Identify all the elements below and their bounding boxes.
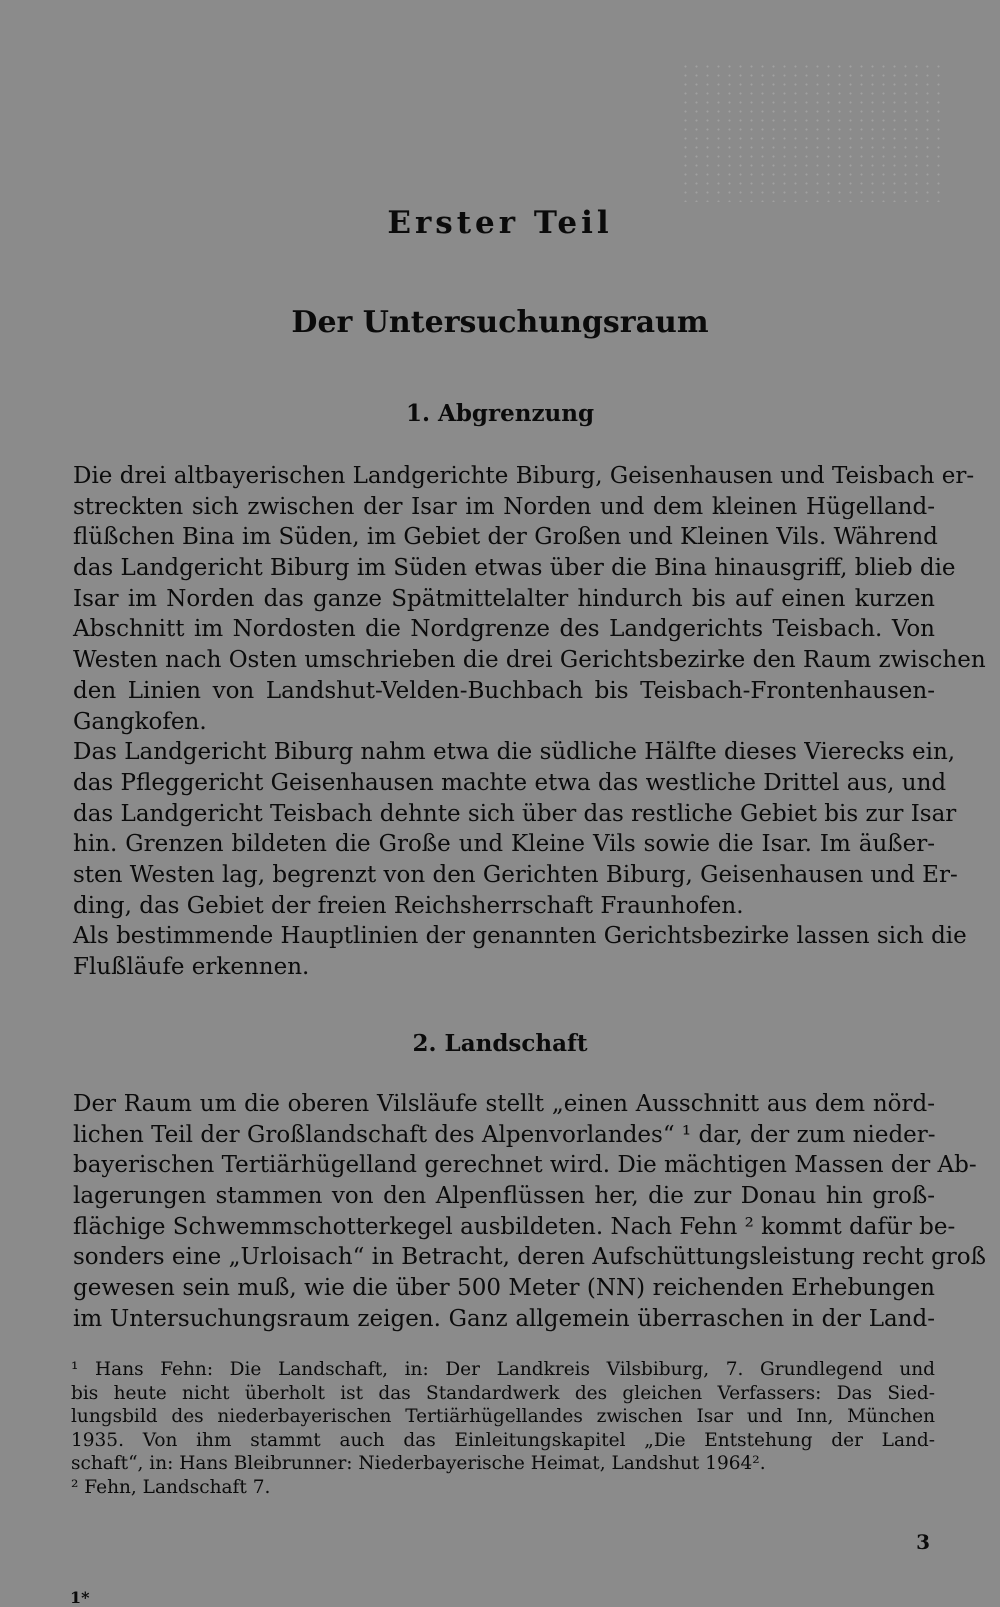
text-line: den Linien von Landshut-Velden-Buchbach bis Teisbach-Frontenhausen- (73, 677, 935, 704)
footnote-line: lungsbild des niederbayerischen Tertiärhügellandes zwischen Isar und Inn, München (71, 1406, 935, 1428)
text-line: Das Landgericht Biburg nahm etwa die südliche Hälfte dieses Vierecks ein, (73, 739, 956, 766)
text-line: flüßchen Bina im Süden, im Gebiet der Großen und Kleinen Vils. Während (73, 524, 938, 551)
text-line: bayerischen Tertiärhügelland gerechnet wird. Die mächtigen Massen der Ab- (73, 1152, 977, 1179)
text-line: gewesen sein muß, wie die über 500 Meter (NN) reichenden Erhebungen (73, 1275, 935, 1302)
text-line: sonders eine „Urloisach“ in Betracht, deren Aufschüttungsleistung recht groß (73, 1244, 987, 1271)
text-line: Abschnitt im Nordosten die Nordgrenze des Landgerichts Teisbach. Von (73, 616, 935, 643)
text-line: Flußläufe erkennen. (73, 954, 310, 980)
text-line: streckten sich zwischen der Isar im Norden und dem kleinen Hügelland- (73, 493, 935, 520)
text-line: im Untersuchungsraum zeigen. Ganz allgemein überraschen in der Land- (73, 1305, 935, 1332)
text-line: flächige Schwemmschotterkegel ausbildeten. Nach Fehn ² kommt dafür be- (73, 1213, 956, 1240)
text-line: lichen Teil der Großlandschaft des Alpenvorlandes“ ¹ dar, der zum nieder- (73, 1121, 936, 1148)
section-body-landschaft (73, 1089, 987, 1335)
text-line: ding, das Gebiet der freien Reichsherrschaft Fraunhofen. (73, 892, 744, 919)
text-line: Als bestimmende Hauptlinien der genannten Gerichtsbezirke lassen sich die (73, 923, 967, 950)
scan-noise (680, 62, 940, 202)
text-line: das Pfleggericht Geisenhausen machte etwa das westliche Drittel aus, und (73, 769, 947, 796)
section-body-abgrenzung (73, 461, 986, 983)
text-line: das Landgericht Teisbach dehnte sich über das restliche Gebiet bis zur Isar (73, 800, 957, 827)
footnote-line: ² Fehn, Landschaft 7. (71, 1476, 271, 1498)
part-title: Erster Teil (387, 205, 613, 241)
text-line: Die drei altbayerischen Landgerichte Biburg, Geisenhausen und Teisbach er- (73, 463, 975, 489)
footnote-line: bis heute nicht überholt ist das Standardwerk des gleichen Verfassers: Das Sied- (71, 1382, 935, 1404)
section-heading-landschaft: 2. Landschaft (412, 1030, 588, 1057)
text-line: Gangkofen. (73, 708, 207, 735)
footnote-line: ¹ Hans Fehn: Die Landschaft, in: Der Landkreis Vilsbiburg, 7. Grundlegend und (71, 1359, 935, 1380)
footnote-line: 1935. Von ihm stammt auch das Einleitungskapitel „Die Entstehung der Land- (71, 1429, 935, 1451)
text-line: lagerungen stammen von den Alpenflüssen her, die zur Donau hin groß- (73, 1183, 935, 1210)
text-line: Westen nach Osten umschrieben die drei Gerichtsbezirke den Raum zwischen (73, 647, 986, 674)
text-line: das Landgericht Biburg im Süden etwas über die Bina hinausgriff, blieb die (73, 555, 956, 582)
text-line: Der Raum um die oberen Vilsläufe stellt „einen Ausschnitt aus dem nörd- (73, 1091, 935, 1117)
text-line: hin. Grenzen bildeten die Große und Kleine Vils sowie die Isar. Im äußer- (73, 831, 935, 858)
chapter-title: Der Untersuchungsraum (291, 305, 709, 340)
page-number: 3 (916, 1530, 930, 1554)
section-heading-abgrenzung: 1. Abgrenzung (405, 400, 595, 427)
signature-mark: 1* (70, 1588, 90, 1607)
footnote-line: schaft“, in: Hans Bleibrunner: Niederbayerische Heimat, Landshut 1964². (71, 1453, 766, 1475)
text-line: sten Westen lag, begrenzt von den Gerichten Biburg, Geisenhausen und Er- (73, 861, 958, 888)
text-line: Isar im Norden das ganze Spätmittelalter hindurch bis auf einen kurzen (73, 585, 935, 612)
footnotes (71, 1358, 935, 1500)
